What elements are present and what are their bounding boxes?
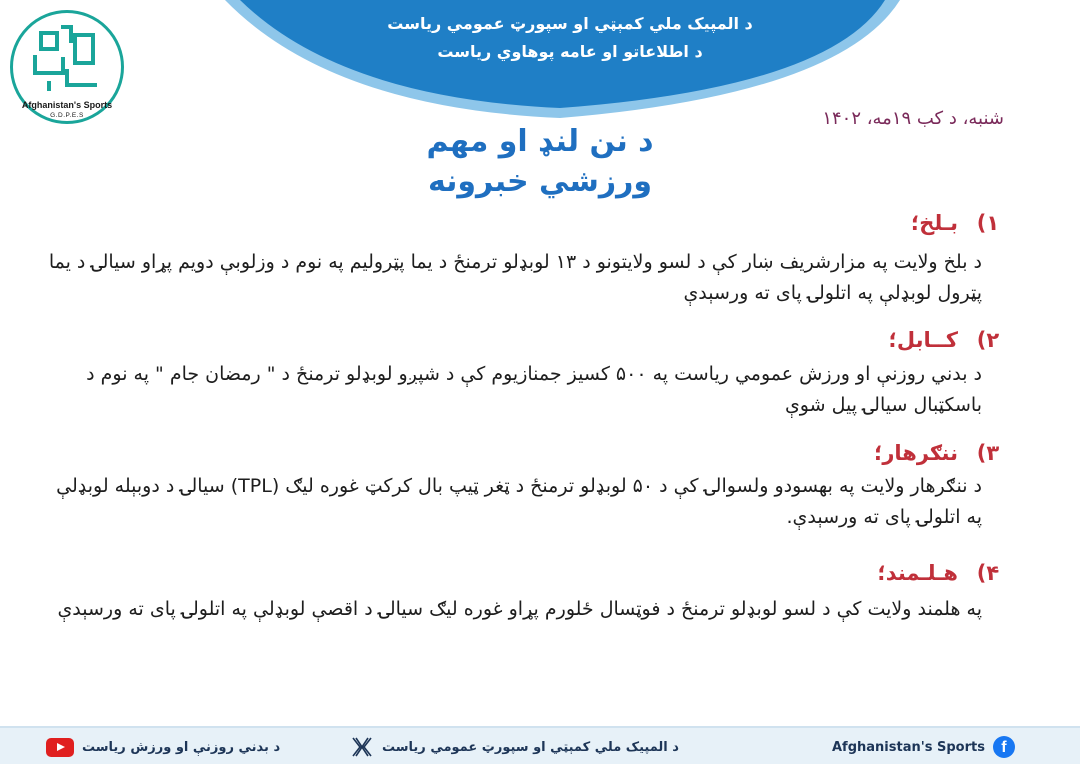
section-title: هـلـمند؛ [877, 561, 958, 585]
section-heading-balkh [911, 206, 1002, 240]
footer-mid-text: د المپیک ملي کمېټي او سپورټ عمومي رياست [382, 739, 679, 755]
section-text-balkh: د بلخ ولايت په مزارشريف ښار کې د لسو ولايتونو د ۱۳ لوبډلو ترمنځ د يما پټروليم په نوم د وزلوبې دويم پړاو سيالۍ د يما پټرول لوبډلې په اتلولۍ پای ته ورسېدې [48, 251, 982, 304]
footer-x-link[interactable] [350, 728, 679, 764]
footer-youtube-link[interactable] [46, 728, 280, 764]
section-number: ۱) [976, 211, 1000, 235]
footer-right-text: Afghanistan's Sports [832, 739, 985, 755]
title-line-2: ورزشي خبرونه [427, 164, 653, 199]
footer [0, 726, 1080, 764]
section-number: ۴) [976, 561, 1000, 585]
section-title: بـلخ؛ [910, 211, 958, 235]
footer-left-text: د بدني روزنې او ورزش رياست [82, 739, 281, 755]
section-title: ننګرهار؛ [873, 441, 958, 465]
title-line-1: د نن لنډ او مهم [426, 124, 654, 159]
header-banner [0, 0, 1080, 120]
header-line-2: د اطلاعاتو او عامه پوهاوي رياست [437, 42, 703, 61]
section-text-helmand: په هلمند ولايت کې د لسو لوبډلو ترمنځ د فوټسال ځلورم پړاو غوره ليګ سيالۍ د اقصې لوبډلې په اتلولۍ پای ته ورسېدې [57, 598, 982, 620]
logo-mark-icon [13, 13, 121, 103]
logo [10, 10, 124, 134]
header-line-1: د المپیک ملي کمېټي او سپورټ عمومي رياست [387, 14, 753, 33]
section-text-kabul: د بدني روزنې او ورزش عمومي رياست په ۵۰۰ کسيز جمنازيوم کې د شپږو لوبډلو ترمنځ د " رمضان جام " په نوم د باسکټبال سيالۍ پيل شوې [86, 363, 982, 416]
youtube-icon [46, 738, 74, 757]
facebook-icon: f [993, 736, 1015, 758]
date-text: شنبه، د کب ۱۹مه، ۱۴۰۲ [822, 108, 1004, 129]
section-heading-nangarhar [874, 436, 1002, 470]
section-text-nangarhar: د ننګرهار ولايت په بهسودو ولسوالۍ کې د ۵۰ لوبډلو ترمنځ د ټغر ټيپ بال کرکټ غوره ليګ (TPL) سيالۍ د دوبېله لوبډلې په اتلولۍ پای ته ورسېدې. [56, 475, 982, 528]
footer-facebook-link[interactable] [832, 728, 1015, 764]
section-heading-helmand [877, 556, 1002, 590]
section-title: کــابل؛ [888, 328, 958, 352]
section-number: ۳) [976, 441, 1000, 465]
x-icon [350, 735, 374, 759]
section-heading-kabul [889, 323, 1002, 357]
logo-abbr: G.D.P.E.S [50, 112, 84, 119]
logo-name: Afghanistan's Sports [21, 100, 113, 110]
section-number: ۲) [976, 328, 1000, 352]
